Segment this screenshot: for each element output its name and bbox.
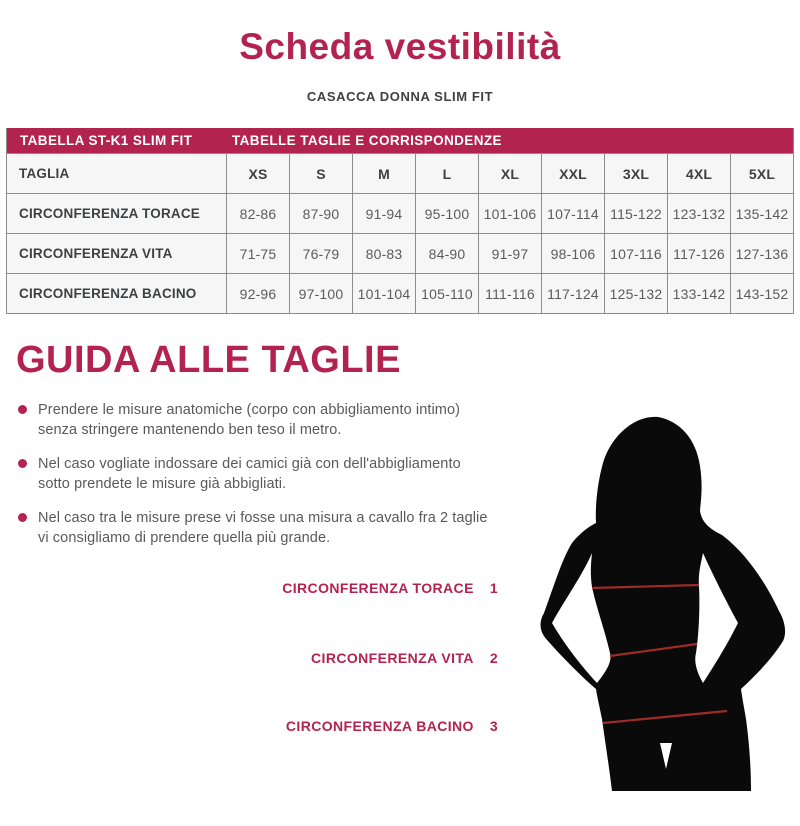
measure-cell: 107-114 [541, 193, 604, 233]
guide-list [16, 400, 494, 548]
table-row-torace [7, 193, 793, 233]
guide-bullet [16, 508, 494, 548]
measure-cell: 107-116 [604, 233, 667, 273]
size-col-header: XL [478, 153, 541, 193]
size-col-header: M [352, 153, 415, 193]
bullet-dot-icon [18, 459, 27, 468]
bullet-dot-icon [18, 405, 27, 414]
measure-cell: 95-100 [415, 193, 478, 233]
size-col-header: XS [226, 153, 289, 193]
size-col-header: XXL [541, 153, 604, 193]
bullet-dot-icon [18, 513, 27, 522]
size-table [6, 128, 794, 314]
size-row-header: TAGLIA [7, 153, 226, 193]
guide-bullet-text: Nel caso vogliate indossare dei camici già con dell'abbigliamento sotto prendete le misure già abbigliati. [38, 456, 461, 492]
measure-cell: 80-83 [352, 233, 415, 273]
table-title-left: TABELLA ST-K1 SLIM FIT [20, 133, 193, 148]
size-col-header: L [415, 153, 478, 193]
measure-label-vita [311, 650, 498, 666]
measure-cell: 117-126 [667, 233, 730, 273]
page-subtitle: CASACCA DONNA SLIM FIT [306, 89, 494, 104]
measure-label-number: 2 [489, 650, 498, 666]
row-label: CIRCONFERENZA TORACE [7, 193, 226, 233]
measure-cell: 127-136 [730, 233, 793, 273]
size-table-header-bar [7, 128, 793, 153]
measure-cell: 97-100 [289, 273, 352, 313]
measure-cell: 84-90 [415, 233, 478, 273]
measure-label-text: CIRCONFERENZA VITA [311, 650, 474, 666]
measure-cell: 135-142 [730, 193, 793, 233]
guide-bullet-text: Prendere le misure anatomiche (corpo con abbigliamento intimo) senza stringere mantenendo ben teso il metro. [38, 402, 461, 438]
measure-cell: 115-122 [604, 193, 667, 233]
measure-cell: 82-86 [226, 193, 289, 233]
measure-cell: 125-132 [604, 273, 667, 313]
measure-cell: 111-116 [478, 273, 541, 313]
table-title-right: TABELLE TAGLIE E CORRISPONDENZE [232, 133, 502, 148]
measure-cell: 92-96 [226, 273, 289, 313]
measure-label-number: 1 [489, 580, 498, 596]
measure-cell: 98-106 [541, 233, 604, 273]
measure-cell: 133-142 [667, 273, 730, 313]
size-col-header: 4XL [667, 153, 730, 193]
page-title: Scheda vestibilità [239, 26, 561, 67]
size-col-header: S [289, 153, 352, 193]
size-col-header: 5XL [730, 153, 793, 193]
measure-label-text: CIRCONFERENZA BACINO [285, 718, 474, 734]
measure-cell: 101-106 [478, 193, 541, 233]
measure-cell: 101-104 [352, 273, 415, 313]
measure-cell: 105-110 [415, 273, 478, 313]
row-label: CIRCONFERENZA VITA [7, 233, 226, 273]
size-col-header: 3XL [604, 153, 667, 193]
measure-cell: 91-94 [352, 193, 415, 233]
measure-label-bacino [286, 718, 498, 734]
table-row-bacino [7, 273, 793, 313]
measure-cell: 71-75 [226, 233, 289, 273]
guide-heading: GUIDA ALLE TAGLIE [16, 339, 401, 381]
measure-cell: 117-124 [541, 273, 604, 313]
measure-cell: 143-152 [730, 273, 793, 313]
woman-silhouette-icon [500, 411, 790, 791]
measure-label-number: 3 [489, 718, 498, 734]
guide-bullet [16, 454, 494, 494]
measure-label-torace [282, 580, 498, 596]
measure-label-text: CIRCONFERENZA TORACE [282, 580, 474, 596]
guide-bullet-text: Nel caso tra le misure prese vi fosse una misura a cavallo fra 2 taglie vi consigliamo di prendere quella più grande. [38, 510, 488, 546]
measure-cell: 91-97 [478, 233, 541, 273]
guide-bullet [16, 400, 494, 440]
measure-cell: 123-132 [667, 193, 730, 233]
table-row-vita [7, 233, 793, 273]
measure-cell: 87-90 [289, 193, 352, 233]
table-row-sizes [7, 153, 793, 193]
row-label: CIRCONFERENZA BACINO [7, 273, 226, 313]
measure-cell: 76-79 [289, 233, 352, 273]
